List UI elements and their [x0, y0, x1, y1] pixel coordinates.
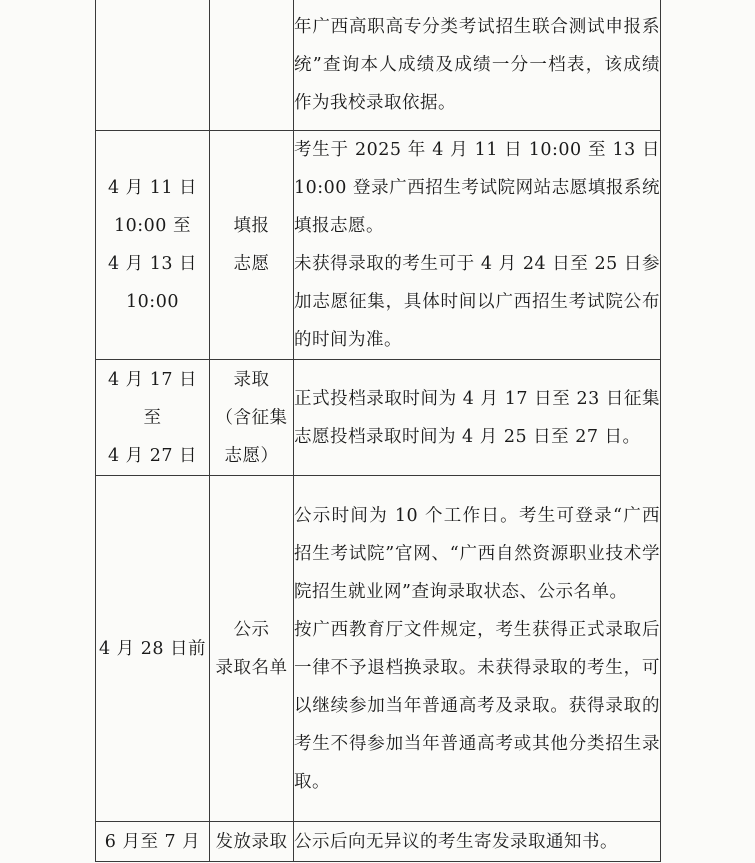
- time-line: 6 月至 7 月: [104, 831, 201, 852]
- stage-cell: [210, 822, 294, 862]
- description-cell: [294, 822, 661, 862]
- time-cell: [96, 476, 210, 822]
- stage-line: 填报: [233, 216, 270, 236]
- time-cell: [96, 360, 210, 476]
- time-line: 10:00: [126, 292, 179, 312]
- time-line: 4 月 11 日: [107, 178, 198, 198]
- table-row: [96, 360, 661, 476]
- stage-line: 录取名单: [215, 657, 288, 678]
- time-cell: [96, 0, 210, 131]
- description-paragraph: 公示时间为 10 个工作日。考生可登录“广西招生考试院”官网、“广西自然资源职业技术学院招生就业网”查询录取状态、公示名单。: [294, 505, 660, 602]
- description-paragraph: 按广西教育厅文件规定，考生获得正式录取后一律不予退档换录取。未获得录取的考生，可以继续参加当年普通高考及录取。获得录取的考生不得参加当年普通高考或其他分类招生录取。: [294, 619, 660, 792]
- time-line: 4 月 17 日: [107, 369, 198, 390]
- stage-cell: [210, 131, 294, 360]
- description-cell: [294, 131, 661, 360]
- description-paragraph: 考生于 2025 年 4 月 11 日 10:00 至 13 日 10:00 登录广西招生考试院网站志愿填报系统填报志愿。: [294, 140, 660, 236]
- stage-line: 志愿: [233, 254, 270, 274]
- description-cell: [294, 0, 661, 131]
- description-cell: [294, 476, 661, 822]
- time-cell: [96, 131, 210, 360]
- admission-schedule-table: [95, 0, 661, 862]
- stage-line: 公示: [233, 619, 270, 640]
- time-line: 4 月 27 日: [107, 445, 198, 466]
- description-paragraph: 年广西高职高专分类考试招生联合测试申报系统”查询本人成绩及成绩一分一档表，该成绩作为我校录取依据。: [294, 16, 660, 113]
- stage-cell: [210, 0, 294, 131]
- stage-line: 志愿）: [224, 445, 279, 466]
- table-row: [96, 131, 661, 360]
- stage-line: （含征集: [215, 407, 288, 428]
- time-line: 10:00 至: [114, 216, 191, 236]
- description-cell: [294, 360, 661, 476]
- stage-cell: [210, 360, 294, 476]
- table-row: [96, 822, 661, 862]
- time-line: 至: [143, 407, 162, 428]
- time-line: 4 月 28 日前: [98, 638, 207, 659]
- stage-line: 发放录取: [215, 831, 288, 852]
- description-paragraph: 未获得录取的考生可于 4 月 24 日至 25 日参加志愿征集，具体时间以广西招生考试院公布的时间为准。: [294, 254, 660, 350]
- stage-line: 录取: [233, 369, 270, 390]
- time-line: 4 月 13 日: [107, 254, 198, 274]
- table-row: [96, 476, 661, 822]
- stage-cell: [210, 476, 294, 822]
- table-row: [96, 0, 661, 131]
- description-paragraph: 正式投档录取时间为 4 月 17 日至 23 日征集志愿投档录取时间为 4 月 25 日至 27 日。: [294, 388, 660, 447]
- description-paragraph: 公示后向无异议的考生寄发录取通知书。: [294, 831, 618, 852]
- time-cell: [96, 822, 210, 862]
